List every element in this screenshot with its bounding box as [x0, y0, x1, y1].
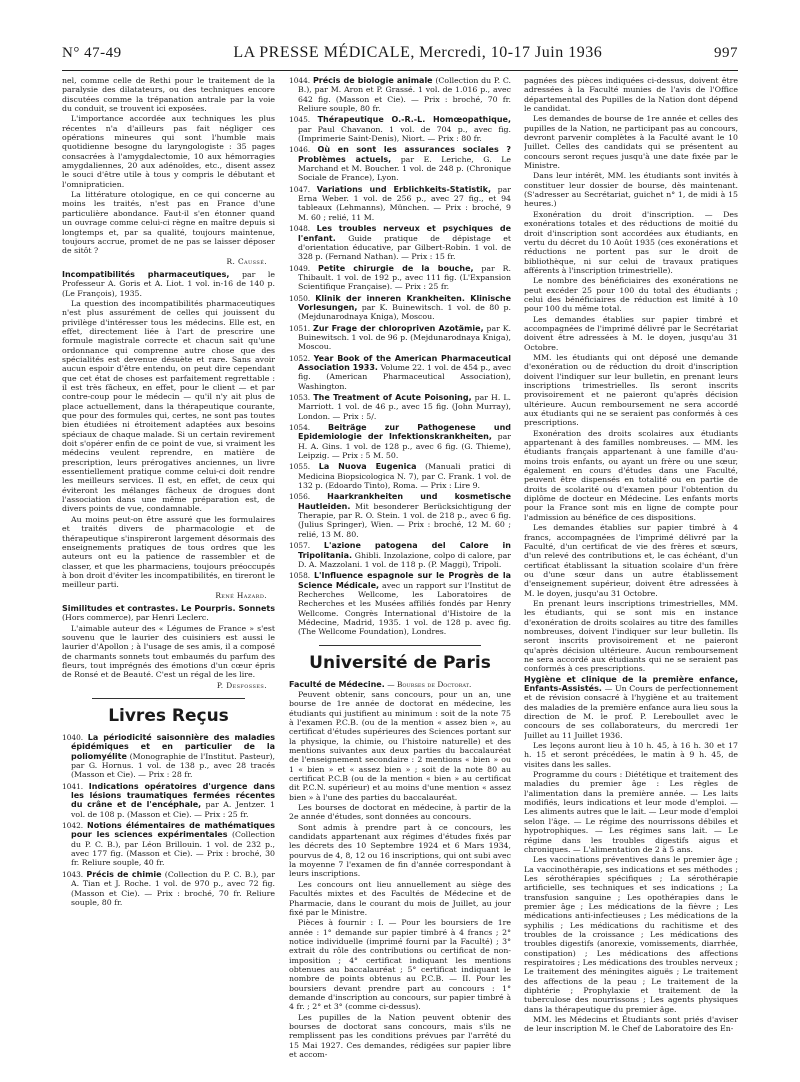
entry-title: La Nuova Eugenica — [318, 462, 417, 472]
notice-heading — [289, 680, 511, 689]
paragraph: Les pupilles de la Nation peuvent obtenir des bourses de doctorat sans concours, mais s'ils ne remplissent pas les conditions prévues par l'arrêté du 15 Mai 1927. Ces demandes, rédigées sur papier libre et accom- — [289, 1012, 511, 1059]
entry-number: 1053. — [289, 393, 311, 402]
paragraph: Exonération du droit d'inscription. — Des exonérations totales et des réductions de moitié du droit d'inscription sont accordées aux étudiants, en vertu du décret du 10 Août 1935 (ces exonérations et réductions ne portent pas sur le droit de bibliothèque, ni sur celui de travaux pratiques afférents à l'inscription trimestrielle). — [524, 209, 738, 275]
book-entry — [289, 76, 511, 113]
header-rule — [62, 70, 738, 71]
entry-details: par K. Buinewitsch. 1 vol. de 80 p. (Mejdunarodnaya Kniga), Moscou. — [298, 302, 511, 322]
book-entry — [62, 870, 275, 907]
column-middle — [289, 76, 511, 1076]
section-divider — [319, 645, 481, 646]
entry-details: Volume 22. 1 vol. de 454 p., avec fig. (American Pharmaceutical Association), Washington. — [298, 362, 511, 391]
entry-title: Précis de chimie — [86, 869, 162, 879]
review-reference: (Hors commerce), par Henri Leclerc. — [62, 613, 209, 623]
paragraph: Les demandes établies sur papier timbré à 4 francs, accompagnées de l'imprimé délivré par la Faculté, d'un certificat de vie des frères et sœurs, d'un relevé des contributions et, le cas échéant, d'un certificat établissant la situation scolaire d'un frère ou d'une sœur dans un autre établissement d'enseignement supérieur, doivent être adressées à M. le doyen, jusqu'au 31 Octobre. — [524, 523, 738, 598]
entry-title: Thérapeutique O.-R.-L. Homœopathique, — [317, 115, 511, 125]
paragraph: Les vaccinations préventives dans le premier âge ; La vaccinothérapie, ses indications et ses méthodes ; Les sérothérapies spécifiques ; La sérothérapie artificielle, ses techniques et ses indications ; La transfusion sanguine ; Les opothérapies dans le premier âge ; Les médications de la fièvre ; Les médications anti-infectieuses ; Les médications de la syphilis ; Les médications du rachitisme et des troubles de la croissance ; Les médications des troubles digestifs (anorexie, vomissements, diarrhée, constipation) ; Les médications des affections respiratoires ; Les médications des troubles nerveux ; Le traitement des méningites aiguës ; Le traitement des affections de la peau ; Le traitement de la diphtérie ; Prophylaxie et traitement de la tuberculose des nourrissons ; Les agents physiques dans la thérapeutique du premier âge. — [524, 855, 738, 1014]
paragraph: nel, comme celle de Rethi pour le traitement de la paralysie des dilatateurs, ou des techniques encore discutées comme la trépanation antrale par la voie du conduit, se trouvent ici exposées. — [62, 76, 275, 114]
entry-details: (Collection du P. C. B.), par A. Tian et J. Roche. 1 vol. de 970 p., avec 72 fig. (Masson et Cie). — Prix : broché, 70 fr. Reliure souple, 80 fr. — [71, 869, 275, 907]
notice-title: Faculté de Médecine. — [289, 679, 385, 689]
entry-title: Year Book of the American Pharmaceutical Association 1933. — [298, 353, 511, 372]
notice-subtitle: — Bourses de Doctorat. — [387, 679, 472, 689]
entry-title: L'Influence espagnole sur le Progrès de la Science Médicale, — [298, 571, 511, 590]
entry-title: Notions élémentaires de mathématiques pour les sciences expérimentales — [71, 821, 275, 840]
entry-details: par R. Thibault. 1 vol. de 192 p., avec 111 fig. (L'Expansion Scientifique Française). — Prix : 25 fr. — [298, 263, 511, 292]
entry-number: 1046. — [289, 145, 311, 155]
entry-title: Haarkrankheiten und kosmetische Hautleiden. — [298, 492, 511, 511]
book-entry — [289, 224, 511, 261]
book-entry — [289, 492, 511, 539]
entry-title: Variations und Erblichkeits-Statistik, — [316, 184, 491, 194]
paragraph: Les bourses de doctorat en médecine, à partir de la 2e année d'études, sont données au concours. — [289, 803, 511, 822]
book-entry — [289, 393, 511, 421]
entry-details: Guide pratique de dépistage et d'orientation éducative, par Gilbert-Robin. 1 vol. de 328 p. (Fernand Nathan). — Prix : 15 fr. — [298, 233, 511, 262]
review-heading — [62, 270, 275, 298]
section-title: Livres Reçus — [108, 706, 229, 726]
entry-title: Beiträge zur Pathogenese und Epidemiologie der Infektionskrankheiten, — [298, 423, 511, 442]
journal-name: LA PRESSE MÉDICALE, — [233, 44, 415, 61]
entry-number: 1048. — [289, 224, 311, 234]
book-entry — [289, 423, 511, 460]
entry-number: 1049. — [289, 263, 311, 273]
entry-details: (Collection du P. C. B.), par Léon Brillouin. 1 vol. de 232 p., avec 177 fig. (Masson et Cie). — Prix : broché, 30 fr. Reliure souple, 40 fr. — [71, 830, 275, 868]
paragraph: La littérature otologique, en ce qui concerne au moins les traités, n'est pas en France d'une particulière abondance. Faut-il s'en étonner quand un ouvrage comme celui-ci règne en maître depuis si longtemps et, par sa qualité, toujours maintenue, toujours accrue, promet de ne pas se laisser déposer de sitôt ? — [62, 190, 275, 256]
entry-title: The Treatment of Acute Poisoning, — [313, 393, 472, 402]
entry-title: Précis de biologie animale — [312, 76, 433, 85]
review-reference: par le Professeur A. Goris et A. Liot. 1 vol. in-16 de 140 p. (Le François), 1935. — [62, 269, 275, 298]
paragraph: pagnées des pièces indiquées ci-dessus, doivent être adressées à la Faculté munies de l'avis de l'Office départemental des Pupilles de la Nation dont dépend le candidat. — [524, 76, 738, 114]
paragraph: Au moins peut-on être assuré que les formulaires et traités divers de pharmacologie et de thérapeutique s'inspireront largement désormais des enseignements pratiques de tous ordres que les auteurs ont eu la patience de rassembler et de classer, et que les pharmaciens, toujours préoccupés à bon droit d'éviter les incompatibilités, en tireront le meilleur parti. — [62, 514, 275, 590]
entry-number: 1055. — [289, 462, 311, 472]
entry-details: par E. Leriche, G. Le Marchand et M. Boucher. 1 vol. de 248 p. (Chronique Sociale de France), Lyon. — [298, 154, 511, 183]
entry-details: Mit besonderer Berücksichtigung der Therapie, par R. O. Stein. 1 vol. de 218 p., avec 6 fig. (Julius Springer), Wien. — Prix : broché, 12 M. 60 ; relié, 13 M. 80. — [298, 501, 511, 539]
paragraph: La question des incompatibilités pharmaceutiques n'est plus assurément de celles qui jouissent du privilège d'intéresser tous les médecins. Elle est, en effet, directement liée à l'art de prescrire une formule magistrale correcte et chacun sait qu'une ordonnance qui comprenne autre chose que des spécialités est devenue désuète et rare. Sans avoir aucun espoir d'être entendu, on peut dire cependant que cet état de choses est parfaitement regrettable : il est très fâcheux, en effet, pour le client — et par contre-coup pour le médecin — qu'il n'y ait plus de place actuellement, dans la thérapeutique courante, que pour des formules qui, certes, ne sont pas toutes bien étudiées ni étroitement adaptées aux besoins spéciaux de chaque malade. Si un certain revirement doit s'opérer enfin de ce point de vue, si vraiment les médecins veulent reprendre, en matière de prescription, leurs prérogatives anciennes, un livre essentiellement pratique comme celui-ci doit rendre les meilleurs services. Il est, en effet, de ceux qui éviteront les mélanges fâcheux de drogues dont l'association dans une même préparation est, de divers points de vue, condamnable. — [62, 298, 275, 514]
page-number: 997 — [713, 45, 738, 61]
book-entry — [62, 821, 275, 868]
book-entry — [289, 294, 511, 322]
entry-details: Ghibli. Inzolazione, colpo di calore, par D. A. Mazzolani. 1 vol. de 118 p. (P. Maggi), Tripoli. — [298, 550, 511, 569]
book-entry — [289, 462, 511, 490]
paragraph: Sont admis à prendre part à ce concours, les candidats appartenant aux régimes d'études fixés par les décrets des 10 Septembre 1924 et 6 Mars 1934, pourvus de 4, 8, 12 ou 16 inscriptions, qui ont subi avec la moyenne 7 l'examen de fin d'année correspondant à leurs inscriptions. — [289, 822, 511, 879]
column-left — [62, 76, 275, 1076]
review-title: Incompatibilités pharmaceutiques, — [62, 269, 230, 279]
column-right — [524, 76, 738, 1076]
issue-date: Mercredi, 10-17 Juin 1936 — [419, 44, 603, 61]
book-entry — [289, 115, 511, 143]
notice-title: Hygiène et clinique de la première enfance, Enfants-Assistés. — [524, 674, 738, 693]
page-header — [62, 44, 738, 66]
entry-title: L'azione patogena del Calore in Tripolitania. — [298, 541, 511, 560]
paragraph: Les demandes de bourse de 1re année et celles des pupilles de la Nation, ne participant pas au concours, devront parvenir complètes à la Faculté avant le 10 Juillet. Celles des candidats qui se présentent au concours seront reçues jusqu'à une date fixée par le Ministre. — [524, 114, 738, 171]
entry-number: 1043. — [62, 869, 84, 879]
entry-details: par H. A. Gins. 1 vol. de 128 p., avec 6 fig. (G. Thieme), Leipzig. — Prix : 5 M. 50. — [298, 432, 511, 461]
entry-number: 1040. — [62, 733, 84, 742]
entry-title: Petite chirurgie de la bouche, — [318, 263, 474, 273]
entry-number: 1057. — [289, 541, 311, 551]
entry-details: par Erna Weber. 1 vol. de 256 p., avec 27 fig., et 94 tableaux (Lehmanns), München. — Prix : broché, 9 M. 60 ; relié, 11 M. — [298, 184, 511, 222]
entry-details: (Collection du P. C. B.), par M. Aron et P. Grassé. 1 vol. de 1.016 p., avec 642 fig. (Masson et Cie). — Prix : broché, 70 fr. Reliure souple, 80 fr. — [298, 76, 511, 114]
review-signature: P. Desfosses. — [216, 680, 267, 690]
entry-number: 1044. — [289, 76, 311, 85]
entry-number: 1047. — [289, 184, 311, 194]
section-title: Université de Paris — [309, 652, 491, 673]
entry-number: 1056. — [289, 492, 311, 502]
book-entry — [289, 354, 511, 391]
review-heading — [62, 604, 275, 623]
entry-title: Les troubles nerveux et psychiques de l'enfant. — [298, 224, 511, 243]
book-entry — [289, 264, 511, 292]
entry-title: Zur Frage der chloropriven Azotämie, — [313, 323, 484, 333]
paragraph: Exonération des droits scolaires aux étudiants appartenant à des familles nombreuses. — MM. les étudiants français appartenant à une famille d'au-moins trois enfants, ou ayant un frère ou une sœur, également en cours d'études dans une Faculté, peuvent être dispensés en totalité ou en partie de droits de scolarité ou d'examen pour l'obtention du diplôme de docteur en Médecine. Les enfants morts pour la France sont mis en ligne de compte pour l'admission au bénéfice de ces dispositions. — [524, 428, 738, 522]
paragraph: MM. les étudiants qui ont déposé une demande d'exonération ou de réduction du droit d'inscription doivent l'indiquer sur leur bulletin, en prenant leurs inscriptions trimestrielles. Ils seront inscrits provisoirement et ne paieront qu'après décision ultérieure. Aucun remboursement ne sera accordé aux étudiants qui ne se seraient pas conformés à ces prescriptions. — [524, 352, 738, 428]
paragraph: Dans leur intérêt, MM. les étudiants sont invités à constituer leur dossier de bourse, dès maintenant. (S'adresser au Secrétariat, guichet n° 1, de midi à 15 heures.) — [524, 171, 738, 209]
book-entry — [289, 145, 511, 182]
entry-number: 1052. — [289, 353, 311, 363]
entry-title: Indications opératoires d'urgence dans les lésions traumatiques fermées récentes du crâne et de l'encéphale, — [71, 781, 275, 810]
entry-number: 1041. — [62, 781, 84, 791]
paragraph: Les leçons auront lieu à 10 h. 45, à 16 h. 30 et 17 h. 15 et seront précédées, le matin à 9 h. 45, de visites dans les salles. — [524, 741, 738, 769]
paragraph: L'importance accordée aux techniques les plus récentes n'a d'ailleurs pas fait négliger ces opérations mineures qui sont l'humble mais quotidienne besogne du laryngologiste : 35 pages consacrées à l'amygdalectomie, 10 aux hémorragies amygdaliennes, 20 aux adénoïdes, etc., disent assez le souci d'être utile à tous y compris le débutant et l'omnipraticien. — [62, 114, 275, 189]
paragraph: Pièces à fournir : I. — Pour les boursiers de 1re année : 1° demande sur papier timbré à 4 francs ; 2° notice individuelle (imprimé fourni par la Faculté) ; 3° extrait du rôle des contributions ou certificat de non-imposition ; 4° certificat indiquant les mentions obtenues au baccalauréat ; 5° certificat indiquant le nombre de points obtenus au P.C.B. — II. Pour les boursiers devant prendre part au concours : 1° demande d'inscription au concours, sur papier timbré à 4 fr. ; 2° et 3° (comme ci-dessus). — [289, 918, 511, 1012]
notice-heading — [524, 675, 738, 740]
entry-details: par H. L. Marriott. 1 vol. de 46 p., avec 15 fig. (John Murray), London. — Prix : 5/. — [298, 393, 511, 421]
paragraph: L'aimable auteur des « Légumes de France » s'est souvenu que le laurier des cuisiniers est aussi le laurier d'Apollon ; à l'usage de ses amis, il a composé de charmants sonnets tout embaumés du parfum des fleurs, tout imprégnés des émotions d'un cœur épris de Ronsé et de Beauté. C'est un régal de les lire. — [62, 623, 275, 680]
entry-number: 1054. — [289, 423, 311, 433]
paragraph: Programme du cours : Diététique et traitement des maladies du premier âge : Les règles de l'alimentation dans la première année. — Les laits modifiés, leurs indications et leur mode d'emploi. — Les aliments autres que le lait. — Leur mode d'emploi selon l'âge. — Le régime des nourrissons débiles et hypotrophiques. — Les régimes sans lait. — Le régime dans les troubles digestifs aigus et chroniques. — L'alimentation de 2 à 5 ans. — [524, 770, 738, 854]
entry-details: par K. Buinewitsch. 1 vol. de 96 p. (Mejdunarodnaya Kniga), Moscou. — [298, 323, 511, 352]
issue-number: N° 47-49 — [62, 45, 122, 61]
entry-title: Où en sont les assurances sociales ? Problèmes actuels, — [298, 145, 511, 164]
section-divider — [92, 698, 245, 699]
paragraph: Le nombre des bénéficiaires des exonérations ne peut excéder 25 pour 100 du total des étudiants ; celui des bénéficiaires de réduction est limité à 10 pour 100 du même total. — [524, 276, 738, 314]
entry-details: par A. Jentzer. 1 vol. de 108 p. (Masson et Cie). — Prix : 25 fr. — [71, 800, 275, 819]
review-signature: R. Caussé. — [226, 256, 267, 266]
entry-number: 1050. — [289, 293, 311, 303]
review-signature: René Hazard. — [215, 590, 267, 600]
book-entry — [289, 541, 511, 569]
entry-title: La périodicité saisonnière des maladies épidémiques et en particulier de la poliomyélite — [71, 733, 275, 761]
entry-number: 1058. — [289, 571, 311, 581]
entry-details: (Monographie de l'Institut. Pasteur), par G. Hornus. 1 vol. de 138 p., avec 28 tracés (Masson et Cie). — Prix : 28 fr. — [71, 751, 275, 780]
notice-intro: — Un Cours de perfectionnement et de révision consacré à l'hygiène et au traitement des maladies de la première enfance aura lieu sous la direction de M. le prof. P. Lereboullet avec le concours de ses collaborateurs, du mercredi 1er Juillet au 11 Juillet 1936. — [524, 684, 738, 740]
entry-title: Klinik der inneren Krankheiten. Klinische Vorlesungen, — [298, 293, 511, 312]
paragraph: Les demandes établies sur papier timbré et accompagnées de l'imprimé délivré par le Secrétariat doivent être adressées à M. le doyen, jusqu'au 31 Octobre. — [524, 314, 738, 352]
book-entry — [62, 782, 275, 819]
paragraph: MM. les Médecins et Étudiants sont priés d'aviser de leur inscription M. le Chef de Laboratoire des En- — [524, 1015, 738, 1034]
entry-details: avec un rapport sur l'Institut de Recherches Wellcome, les Laboratoires de Recherches et les Musées affiliés fondés par Henry Wellcome. Congrès International d'Histoire de la Médecine, Madrid, 1935. 1 vol. de 128 p. avec fig. (The Wellcome Foundation), Londres. — [298, 580, 511, 637]
paragraph: Les concours ont lieu annuellement au siège des Facultés mixtes et des Facultés de Médecine et de Pharmacie, dans le courant du mois de Juillet, au jour fixé par le Ministre. — [289, 879, 511, 917]
paragraph: Peuvent obtenir, sans concours, pour un an, une bourse de 1re année de doctorat en médecine, les étudiants qui justifient au minimum : soit de la note 75 à l'examen P.C.B. (ou de la mention « assez bien », au certificat d'études supérieures des Sciences portant sur la physique, la chimie, ou l'histoire naturelle) et des mentions suivantes aux deux parties du baccalauréat de l'enseignement secondaire : 2 mentions « bien » ou 1 « bien » et « assez bien » ; soit de la note 80 au certificat P.C.B (ou de la mention « bien » au certificat dit P.C.N. supérieur) et au moins d'une mention « assez bien » à l'une des parties du baccalauréat. — [289, 689, 511, 802]
book-entry — [289, 571, 511, 636]
entry-number: 1045. — [289, 115, 311, 125]
review-title: Similitudes et contrastes. Le Pourpris. Sonnets — [62, 603, 275, 613]
entry-number: 1051. — [289, 323, 311, 333]
book-entry — [289, 324, 511, 352]
entry-details: par Paul Chavanon. 1 vol. de 704 p., avec fig. (Imprimerie Saint-Denis), Niort. — Prix : 80 fr. — [298, 124, 511, 144]
book-entry — [62, 733, 275, 780]
journal-title — [233, 44, 602, 62]
book-entry — [289, 185, 511, 222]
paragraph: En prenant leurs inscriptions trimestrielles, MM. les étudiants, qui se sont mis en instance d'exonération de droits scolaires au titre des familles nombreuses, doivent l'indiquer sur leur bulletin. Ils seront inscrits provisoirement et ne paieront qu'après décision ultérieure. Aucun remboursement ne sera accordé aux étudiants qui ne se seraient pas conformés à ces prescriptions. — [524, 598, 738, 674]
entry-details: (Manuali pratici di Medicina Biopsicologica N. 7), par C. Frank. 1 vol. de 132 p. (Edoardo Tinto), Roma. — Prix : Lire 9. — [298, 462, 511, 491]
entry-number: 1042. — [62, 821, 84, 831]
